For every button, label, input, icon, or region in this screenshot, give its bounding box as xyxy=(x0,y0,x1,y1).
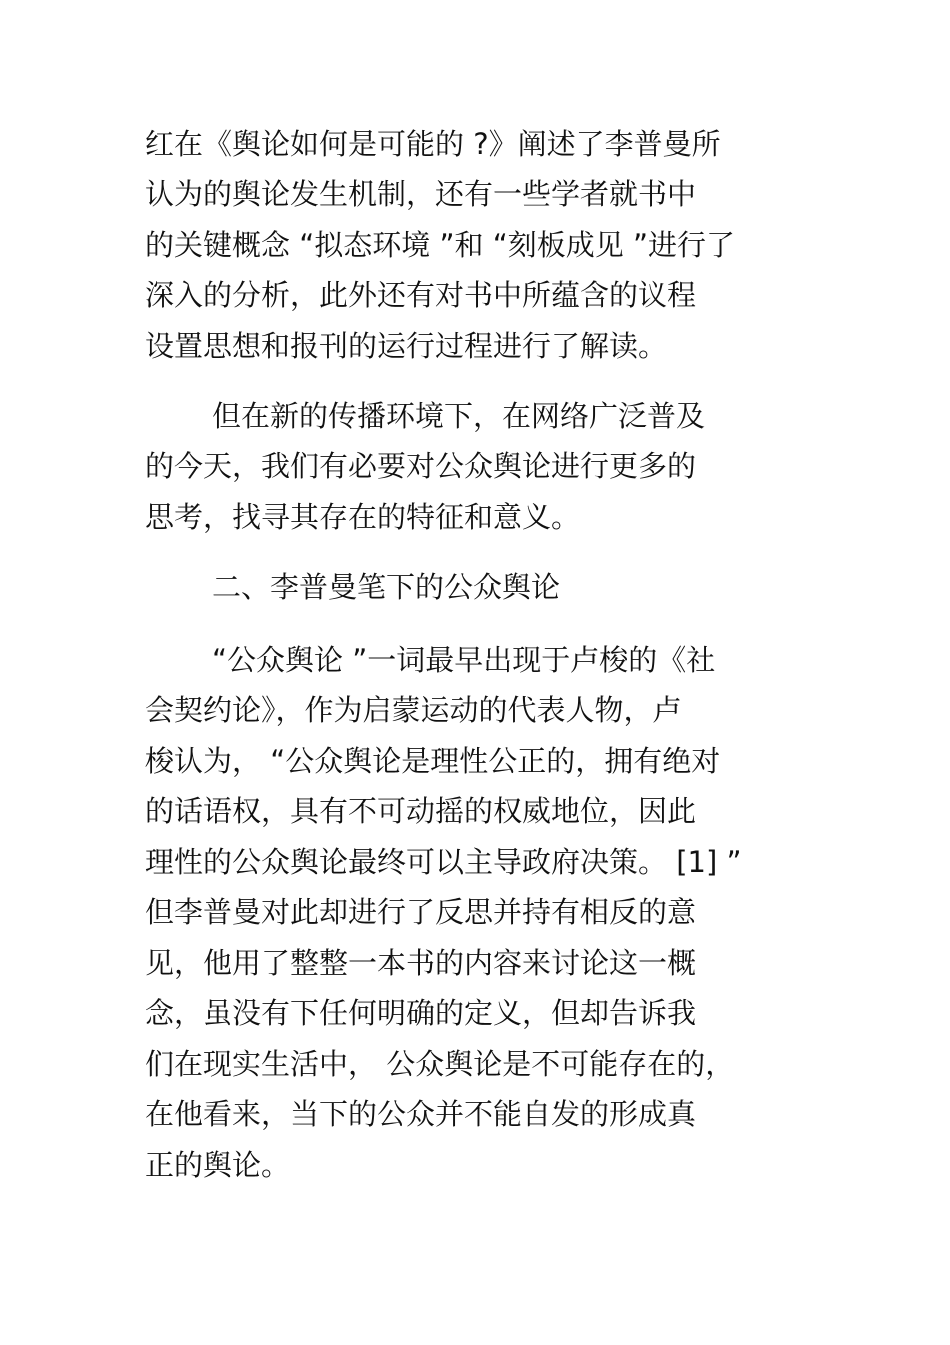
text-line: 的今天，我们有必要对公众舆论进行更多的 xyxy=(145,449,697,483)
text-line: 们在现实生活中， 公众舆论是不可能存在的， xyxy=(145,1047,735,1081)
text-line: 设置思想和报刊的运行过程进行了解读。 xyxy=(145,329,668,363)
text-line: 会契约论》，作为启蒙运动的代表人物，卢 xyxy=(145,693,682,727)
text-line: 但李普曼对此却进行了反思并持有相反的意 xyxy=(145,895,697,929)
text-line: 见，他用了整整一本书的内容来讨论这一概 xyxy=(145,946,697,980)
text-line: 认为的舆论发生机制，还有一些学者就书中 xyxy=(145,177,697,211)
text-line: 深入的分析，此外还有对书中所蕴含的议程 xyxy=(145,278,697,312)
text-line: 念，虽没有下任何明确的定义，但却告诉我 xyxy=(145,996,697,1030)
text-line: 梭认为， “公众舆论是理性公正的，拥有绝对 xyxy=(145,744,721,778)
text-line: “公众舆论 ”一词最早出现于卢梭的《社 xyxy=(212,643,716,677)
text-line: 的关键概念 “拟态环境 ”和 “刻板成见 ”进行了 xyxy=(145,228,735,262)
text-line: 思考，找寻其存在的特征和意义。 xyxy=(145,500,581,534)
section-heading: 二、李普曼笔下的公众舆论 xyxy=(212,570,561,604)
text-line: 在他看来，当下的公众并不能自发的形成真 xyxy=(145,1097,697,1131)
text-line: 正的舆论。 xyxy=(145,1148,291,1182)
text-line: 但在新的传播环境下，在网络广泛普及 xyxy=(212,399,706,433)
text-line: 的话语权，具有不可动摇的权威地位，因此 xyxy=(145,794,697,828)
text-line: 理性的公众舆论最终可以主导政府决策。 [1] ” xyxy=(145,845,742,879)
text-line: 红在《舆论如何是可能的 ?》阐述了李普曼所 xyxy=(145,127,721,161)
